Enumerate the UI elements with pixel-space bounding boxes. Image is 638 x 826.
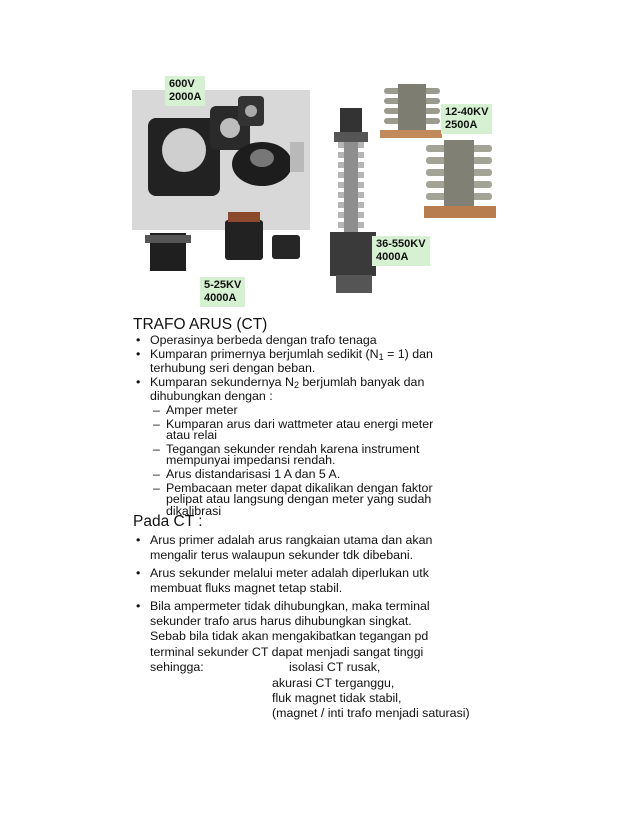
section1-list xyxy=(133,335,533,519)
list-item xyxy=(133,566,533,597)
subscript: 1 xyxy=(378,351,384,362)
list-item-text: dikalibrasi xyxy=(166,503,222,518)
list-item-text: mempunyai impedansi rendah. xyxy=(166,453,336,468)
list-item-text: terhubung seri dengan beban. xyxy=(150,361,316,376)
list-item-text: terminal sekunder CT dapat menjadi sangat tinggi xyxy=(150,644,424,659)
list-item-line xyxy=(150,660,533,675)
list-item-text: akurasi CT terganggu, xyxy=(272,675,395,690)
sub-list-item xyxy=(133,416,533,443)
list-item-text: pelipat atau langsung dengan meter yang sudah xyxy=(166,492,432,507)
sub-list-item xyxy=(133,466,533,481)
list-item-text: – Pembacaan meter dapat dikalikan dengan faktor xyxy=(166,480,433,495)
list-item-text: dihubungkan dengan : xyxy=(150,389,273,404)
list-item-text: Kumparan sekundernya N xyxy=(150,374,294,389)
rating-label-12-40kv: 12-40KV 2500A xyxy=(441,104,492,134)
list-item xyxy=(133,335,533,347)
list-item-text: Arus distandarisasi 1 A dan 5 A. xyxy=(166,466,341,481)
rating-label-5-25kv: 5-25KV 4000A xyxy=(200,277,245,307)
list-item-text: berjumlah banyak dan xyxy=(298,374,425,389)
list-item-text: membuat fluks magnet tetap stabil. xyxy=(150,581,343,596)
list-item-text: fluk magnet tidak stabil, xyxy=(272,691,402,706)
list-item-text: – Kumparan arus dari wattmeter atau energi meter xyxy=(166,416,434,431)
list-item-text: sehingga: xyxy=(150,660,204,675)
list-item-text: • Arus primer adalah arus rangkaian utama dan akan xyxy=(150,533,433,547)
subscript: 2 xyxy=(293,379,299,390)
section2-list xyxy=(133,533,533,724)
list-item-text: Sebab bila tidak akan mengakibatkan tegangan pd xyxy=(150,629,429,644)
list-item xyxy=(133,374,533,404)
list-item-text: • Arus sekunder melalui meter adalah diperlukan utk xyxy=(150,565,429,580)
list-item xyxy=(133,346,533,376)
list-item-text: = 1) dan xyxy=(383,346,433,361)
section-title-pada-ct: Pada CT : xyxy=(133,513,203,530)
list-item xyxy=(133,599,533,722)
section-title-trafo-arus: TRAFO ARUS (CT) xyxy=(133,316,268,333)
list-item-text: Amper meter xyxy=(166,402,238,417)
list-item-text: (magnet / inti trafo menjadi saturasi) xyxy=(272,706,470,721)
rating-label-600v: 600V 2000A xyxy=(165,76,205,106)
list-item-text: mengalir terus walaupun sekunder tdk dibebani. xyxy=(150,548,414,563)
rating-label-36-550kv: 36-550KV 4000A xyxy=(372,236,430,266)
list-item-text: atau relai xyxy=(166,428,217,443)
list-item-text: – Tegangan sekunder rendah karena instrument xyxy=(166,441,420,456)
list-item-text: Kumparan primernya berjumlah sedikit (N xyxy=(150,346,379,361)
list-item-text: sekunder trafo arus harus dihubungkan singkat. xyxy=(150,614,412,629)
list-item-text: • Bila ampermeter tidak dihubungkan, maka terminal xyxy=(150,598,430,613)
list-item xyxy=(133,533,533,564)
list-item-text: isolasi CT rusak, xyxy=(289,660,381,675)
ct-photo-illustration xyxy=(0,0,638,310)
list-item-text: Operasinya berbeda dengan trafo tenaga xyxy=(150,333,377,347)
sub-list-item xyxy=(133,402,533,417)
ct-photo-collage xyxy=(0,0,638,310)
sub-list-item xyxy=(133,441,533,468)
